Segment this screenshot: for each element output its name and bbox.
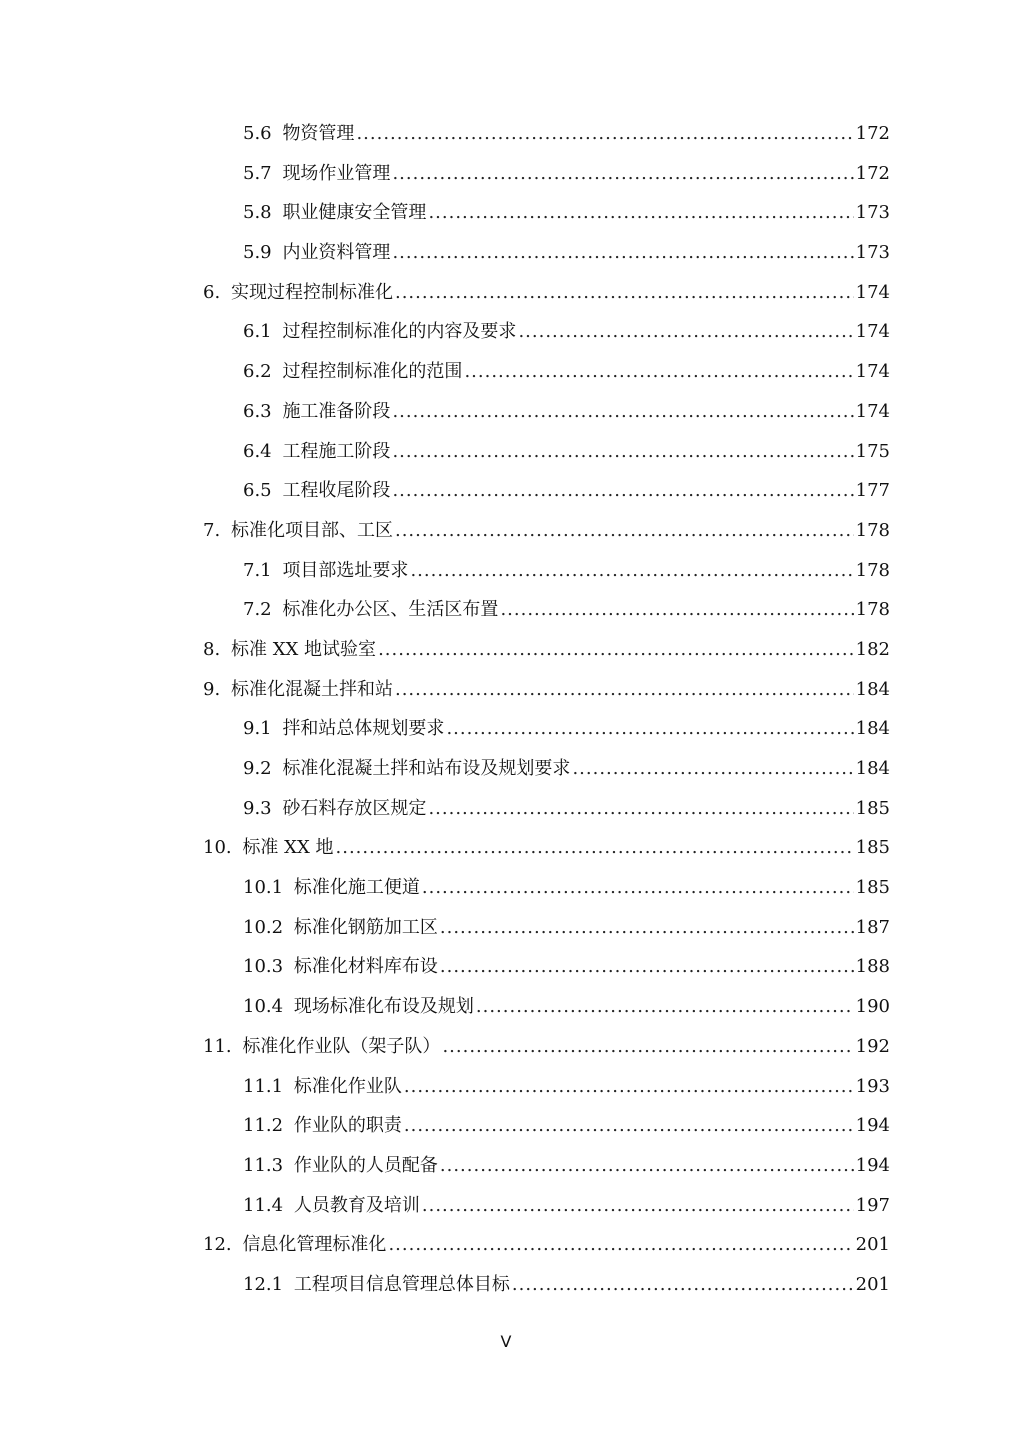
toc-entry bbox=[203, 1027, 890, 1067]
toc-dot-leader bbox=[446, 709, 853, 749]
toc-dot-leader bbox=[392, 432, 853, 472]
toc-entry-page: 185 bbox=[855, 837, 890, 859]
toc-entry-title: 职业健康安全管理 bbox=[282, 202, 427, 224]
toc-dot-leader bbox=[440, 908, 854, 948]
toc-entry-number: 8. bbox=[203, 638, 221, 660]
toc-entry-title: 实现过程控制标准化 bbox=[230, 281, 393, 303]
toc-dot-leader bbox=[404, 1106, 854, 1146]
toc-entry-title: 物资管理 bbox=[282, 123, 355, 144]
toc-entry-number: 10.2 bbox=[243, 916, 284, 938]
toc-dot-leader bbox=[392, 154, 853, 194]
toc-entry-page: 187 bbox=[855, 916, 890, 938]
toc-entry-title: 拌和站总体规划要求 bbox=[282, 718, 445, 740]
toc-entry-page: 174 bbox=[855, 281, 890, 303]
toc-entry-number: 12.1 bbox=[243, 1273, 284, 1295]
toc-entry bbox=[203, 709, 890, 749]
toc-entry-page: 185 bbox=[855, 797, 890, 819]
toc-entry-page: 178 bbox=[855, 519, 890, 541]
toc-dot-leader bbox=[500, 590, 853, 630]
toc-entry-number: 10.4 bbox=[243, 996, 284, 1018]
toc-entry bbox=[203, 1146, 890, 1186]
toc-dot-leader bbox=[422, 868, 854, 908]
toc-entry-number: 9.2 bbox=[243, 758, 272, 779]
toc-entry bbox=[203, 749, 890, 789]
toc-dot-leader bbox=[395, 273, 854, 313]
toc-entry bbox=[203, 670, 890, 710]
toc-entry-page: 178 bbox=[855, 599, 890, 621]
toc-entry-title: 标准 XX 地试验室 bbox=[230, 638, 377, 660]
toc-dot-leader bbox=[388, 1225, 853, 1265]
toc-dot-leader bbox=[442, 1027, 853, 1067]
toc-entry-number: 7. bbox=[203, 519, 221, 541]
toc-entry bbox=[203, 590, 890, 630]
toc-dot-leader bbox=[392, 471, 853, 511]
toc-dot-leader bbox=[392, 392, 853, 432]
toc-entry-page: 174 bbox=[855, 400, 890, 422]
toc-entry-page: 188 bbox=[855, 956, 890, 978]
toc-entry bbox=[203, 551, 890, 591]
toc-entry-title: 信息化管理标准化 bbox=[242, 1234, 387, 1256]
toc-entry bbox=[203, 511, 890, 551]
toc-entry-page: 172 bbox=[855, 123, 890, 144]
toc-entry-page: 178 bbox=[855, 559, 890, 581]
toc-entry-title: 项目部选址要求 bbox=[282, 559, 409, 581]
toc-entry bbox=[203, 630, 890, 670]
toc-entry-page: 192 bbox=[855, 1035, 890, 1057]
toc-dot-leader bbox=[395, 511, 854, 551]
toc-entry-page: 194 bbox=[855, 1115, 890, 1137]
toc-entry-title: 标准化作业队（架子队） bbox=[242, 1035, 441, 1057]
toc-entry-title: 工程收尾阶段 bbox=[282, 480, 391, 502]
toc-entry-page: 173 bbox=[855, 202, 890, 224]
toc-entry-number: 6.3 bbox=[243, 400, 272, 422]
toc-entry-page: 184 bbox=[855, 678, 890, 700]
toc-entry-number: 11.3 bbox=[243, 1154, 284, 1176]
toc-entry-page: 184 bbox=[855, 758, 890, 779]
toc-dot-leader bbox=[395, 670, 854, 710]
toc-entry-number: 11.1 bbox=[243, 1075, 284, 1097]
toc-entry-number: 7.2 bbox=[243, 599, 272, 621]
toc-entry bbox=[203, 1225, 890, 1265]
toc-entry-title: 标准化办公区、生活区布置 bbox=[282, 599, 499, 621]
toc-entry-page: 193 bbox=[855, 1075, 890, 1097]
toc-entry-page: 172 bbox=[855, 162, 890, 184]
toc-entry-page: 182 bbox=[855, 638, 890, 660]
toc-entry-page: 185 bbox=[855, 877, 890, 899]
toc-entry-number: 5.7 bbox=[243, 162, 272, 184]
toc-entry bbox=[203, 233, 890, 273]
toc-entry-title: 施工准备阶段 bbox=[282, 400, 391, 422]
toc-dot-leader bbox=[392, 233, 853, 273]
toc-entry-number: 6.5 bbox=[243, 480, 272, 502]
toc-dot-leader bbox=[336, 828, 854, 868]
toc-entry bbox=[203, 392, 890, 432]
toc-entry bbox=[203, 1067, 890, 1107]
toc-dot-leader bbox=[512, 1265, 854, 1305]
toc-entry-number: 11.4 bbox=[243, 1194, 284, 1216]
toc-entry bbox=[203, 1265, 890, 1305]
toc-entry-number: 6. bbox=[203, 281, 221, 303]
toc-dot-leader bbox=[378, 630, 854, 670]
toc-entry-number: 11.2 bbox=[243, 1115, 284, 1137]
toc-entry-page: 194 bbox=[855, 1154, 890, 1176]
toc-entry bbox=[203, 868, 890, 908]
toc-entry-number: 10. bbox=[203, 837, 232, 859]
toc-entry-title: 标准化混凝土拌和站 bbox=[230, 678, 393, 700]
toc-entry-number: 10.1 bbox=[243, 877, 284, 899]
toc-entry-page: 184 bbox=[855, 718, 890, 740]
toc-dot-leader bbox=[572, 749, 853, 789]
toc-entry-number: 9.1 bbox=[243, 718, 272, 740]
toc-entry-number: 6.1 bbox=[243, 321, 272, 343]
toc-entry-title: 工程项目信息管理总体目标 bbox=[293, 1273, 510, 1295]
toc-entry bbox=[203, 273, 890, 313]
toc-entry-number: 6.4 bbox=[243, 440, 272, 462]
toc-dot-leader bbox=[476, 987, 854, 1027]
toc-entry bbox=[203, 1106, 890, 1146]
toc-entry-page: 190 bbox=[855, 996, 890, 1018]
toc-entry bbox=[203, 471, 890, 511]
toc-entry bbox=[203, 312, 890, 352]
toc-entry-title: 作业队的人员配备 bbox=[293, 1154, 438, 1176]
toc-entry-title: 人员教育及培训 bbox=[293, 1194, 420, 1216]
toc-entry-number: 12. bbox=[203, 1234, 232, 1256]
toc-entry-title: 现场作业管理 bbox=[282, 162, 391, 184]
toc-entry-number: 9. bbox=[203, 678, 221, 700]
toc-entry-title: 过程控制标准化的内容及要求 bbox=[282, 321, 517, 343]
toc-entry-page: 201 bbox=[855, 1234, 890, 1256]
toc-dot-leader bbox=[464, 352, 853, 392]
toc-entry bbox=[203, 432, 890, 472]
toc-entry-number: 5.9 bbox=[243, 242, 272, 264]
toc-entry-title: 标准化项目部、工区 bbox=[230, 519, 393, 541]
toc-entry-number: 6.2 bbox=[243, 361, 272, 383]
toc-entry-page: 175 bbox=[855, 440, 890, 462]
toc-entry-title: 标准化混凝土拌和站布设及规划要求 bbox=[282, 758, 571, 779]
toc-entry-number: 9.3 bbox=[243, 797, 272, 819]
toc-entry-number: 5.8 bbox=[243, 202, 272, 224]
toc-entry bbox=[203, 987, 890, 1027]
toc-entry bbox=[203, 828, 890, 868]
toc-entry-title: 标准化作业队 bbox=[293, 1075, 402, 1097]
toc-entry-title: 过程控制标准化的范围 bbox=[282, 361, 463, 383]
toc-dot-leader bbox=[422, 1186, 854, 1226]
toc-dot-leader bbox=[410, 551, 853, 591]
table-of-contents bbox=[203, 114, 890, 1305]
toc-dot-leader bbox=[428, 193, 853, 233]
toc-entry-page: 174 bbox=[855, 361, 890, 383]
toc-dot-leader bbox=[440, 1146, 854, 1186]
toc-entry-number: 11. bbox=[203, 1035, 232, 1057]
toc-entry-number: 10.3 bbox=[243, 956, 284, 978]
toc-entry bbox=[203, 908, 890, 948]
toc-entry bbox=[203, 1186, 890, 1226]
toc-entry-page: 173 bbox=[855, 242, 890, 264]
toc-entry bbox=[203, 789, 890, 829]
toc-entry-title: 砂石料存放区规定 bbox=[282, 797, 427, 819]
toc-entry-title: 现场标准化布设及规划 bbox=[293, 996, 474, 1018]
toc-entry bbox=[203, 114, 890, 154]
toc-dot-leader bbox=[428, 789, 853, 829]
toc-dot-leader bbox=[404, 1067, 854, 1107]
toc-entry bbox=[203, 947, 890, 987]
page-number: V bbox=[500, 1332, 512, 1351]
toc-entry-title: 标准化材料库布设 bbox=[293, 956, 438, 978]
toc-entry-number: 7.1 bbox=[243, 559, 272, 581]
toc-entry-title: 标准化钢筋加工区 bbox=[293, 916, 438, 938]
toc-entry-title: 标准 XX 地 bbox=[242, 837, 334, 859]
toc-entry-page: 177 bbox=[855, 480, 890, 502]
toc-entry-title: 工程施工阶段 bbox=[282, 440, 391, 462]
toc-entry-title: 作业队的职责 bbox=[293, 1115, 402, 1137]
toc-entry-title: 标准化施工便道 bbox=[293, 877, 420, 899]
toc-dot-leader bbox=[440, 947, 854, 987]
toc-entry bbox=[203, 154, 890, 194]
toc-entry-number: 5.6 bbox=[243, 123, 272, 144]
toc-entry-page: 174 bbox=[855, 321, 890, 343]
toc-dot-leader bbox=[356, 114, 853, 154]
toc-entry bbox=[203, 193, 890, 233]
toc-entry-page: 197 bbox=[855, 1194, 890, 1216]
toc-dot-leader bbox=[518, 312, 853, 352]
toc-entry bbox=[203, 352, 890, 392]
toc-entry-page: 201 bbox=[855, 1273, 890, 1295]
toc-entry-title: 内业资料管理 bbox=[282, 242, 391, 264]
